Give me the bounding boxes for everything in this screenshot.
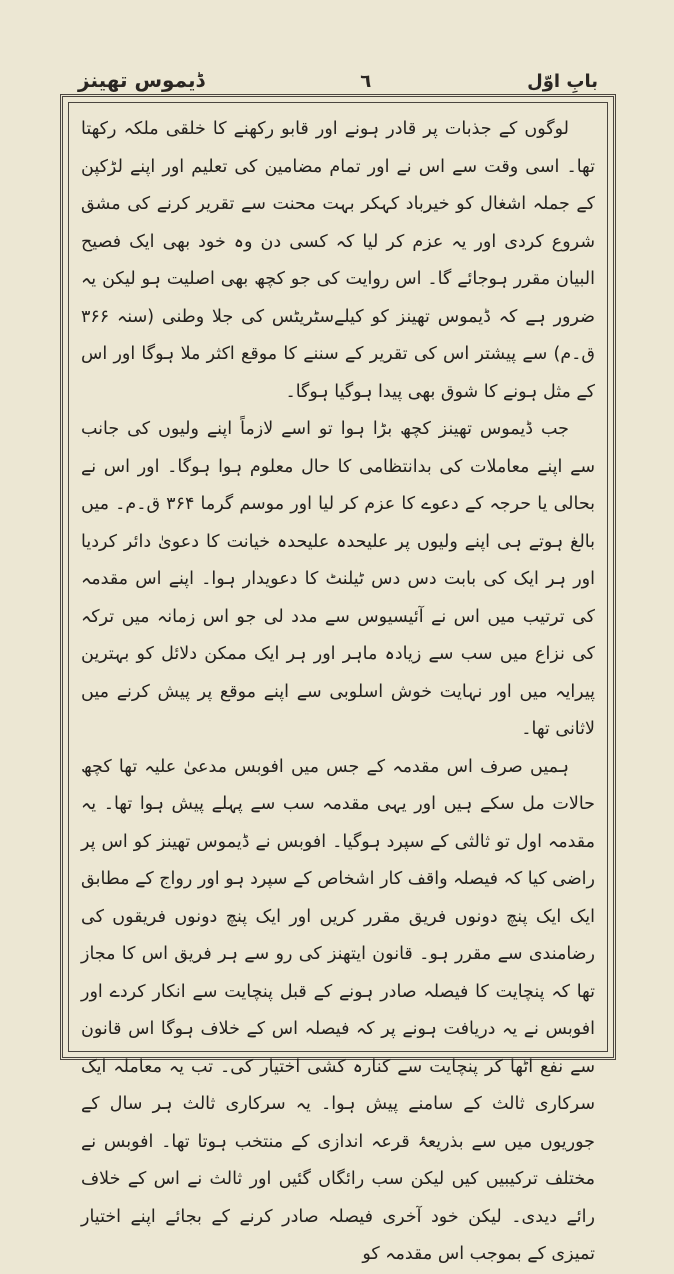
text-frame-border (60, 94, 616, 1264)
paragraph: جب ڈیموس تھینز کچھ بڑا ہوا تو اسے لازماً اپنے ولیوں کی جانب سے اپنے معاملات کی بدانتظامی کا حال معلوم ہوا ہوگا۔ اور اس نے بحالی یا حرجہ کے دعوے کا عزم کر لیا اور موسم گرما ۳۶۴ ق۔م۔ میں بالغ ہوتے ہی اپنے ولیوں پر علیحدہ علیحدہ خیانت کا دعویٰ دائر کردیا اور ہر ایک کی بابت دس دس ٹیلنٹ کا دعویدار ہوا۔ اپنے اس مقدمہ کی ترتیب میں اس نے آئیسیوس سے مدد لی جو اس زمانہ میں ترکہ کی نزاع میں سب سے زیادہ ماہر اور ہر ایک ممکن دلائل کو بہترین پیرایہ میں اور نہایت خوش اسلوبی سے اپنے موقع پر پیش کرنے میں لاثانی تھا۔ (81, 419, 595, 739)
paragraph: ہمیں صرف اس مقدمہ کے جس میں افوبس مدعیٰ علیہ تھا کچھ حالات مل سکے ہیں اور یہی مقدمہ سب سے پہلے پیش ہوا تھا۔ یہ مقدمہ اول تو ثالثی کے سپرد ہوگیا۔ افوبس نے ڈیموس تھینز کو اس پر راضی کیا کہ فیصلہ واقف کار اشخاص کے سپرد ہو اور رواج کے مطابق ایک ایک پنچ دونوں فریق مقرر کریں اور ایک پنچ دونوں فریقوں کی رضامندی سے مقرر ہو۔ قانون ایتھنز کی رو سے ہر فریق اس کا مجاز تھا کہ پنچایت کا فیصلہ صادر ہونے کے قبل پنچایت سے انکار کردے اور افوبس نے یہ دریافت ہونے پر کہ فیصلہ اس کے خلاف ہوگا اس قانون سے نفع اٹھا کر پنچایت سے کنارہ کشی اختیار کی۔ تب یہ معاملہ ایک سرکاری ثالث کے سامنے پیش ہوا۔ یہ سرکاری ثالث ہر سال کے جوریوں میں سے بذریعۂ قرعہ اندازی کے منتخب ہوتا تھا۔ افوبس نے مختلف ترکیبیں کیں لیکن سب رائگاں گئیں اور ثالث نے اس کے خلاف رائے دیدی۔ لیکن خود آخری فیصلہ صادر کرنے کے بجائے اپنے اختیار تمیزی کے بموجب اس مقدمہ کو (81, 756, 595, 1264)
chapter-heading: بابِ اوّل (527, 71, 598, 92)
page-header (78, 58, 598, 92)
body-text (81, 111, 595, 1264)
running-title: ڈیموس تھینز (78, 68, 205, 92)
paragraph: لوگوں کے جذبات پر قادر ہونے اور قابو رکھنے کا خلقی ملکہ رکھتا تھا۔ اسی وقت سے اس نے اور تمام مضامین کی تعلیم اور اپنے لڑکپن کے جملہ اشغال کو خیرباد کہکر بہت محنت سے تقریر کرنے کی مشق شروع کردی اور یہ عزم کر لیا کہ کسی دن وہ خود بھی ایک فصیح البیان مقرر ہوجائے گا۔ اس روایت کی جو کچھ بھی اصلیت ہو لیکن یہ ضرور ہے کہ ڈیموس تھینز کو کیلےسٹریٹس کی جلا وطنی (سنہ ۳۶۶ ق۔م) سے پیشتر اس کی تقریر کے سننے کا موقع اکثر ملا ہوگا اور اس کے مثل ہونے کا شوق بھی پیدا ہوگیا ہوگا۔ (81, 119, 595, 402)
page-number: ٦ (360, 71, 372, 92)
